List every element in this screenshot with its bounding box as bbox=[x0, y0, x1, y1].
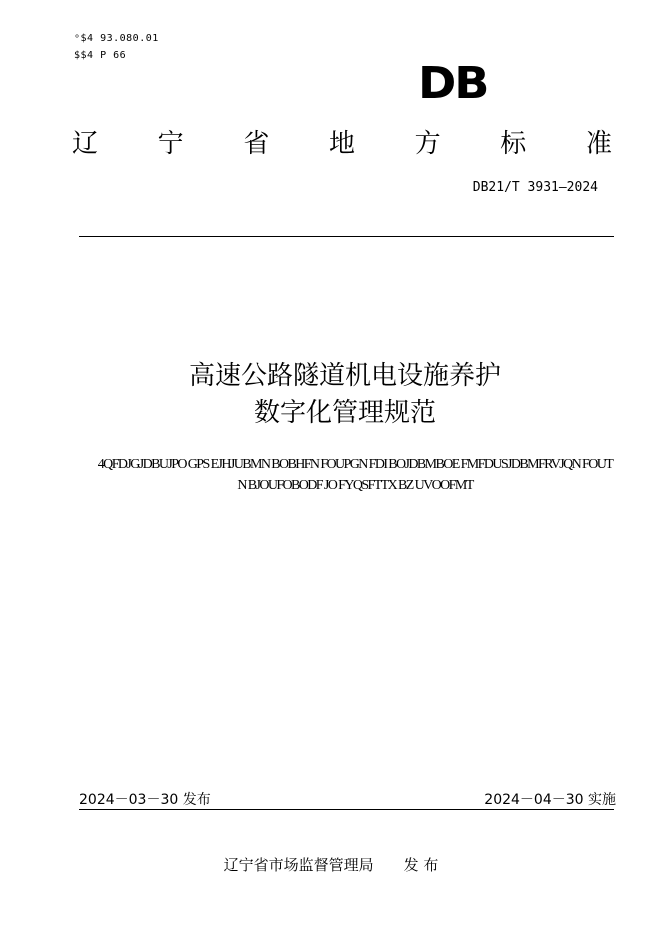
db-logo: DB bbox=[418, 58, 488, 109]
province-standard-title bbox=[72, 126, 612, 162]
ccs-code: $$4 P 66 bbox=[74, 50, 127, 61]
publish-date: 2024－03－30 发布 bbox=[79, 792, 211, 808]
province-title-char: 辽 bbox=[72, 129, 99, 159]
publisher: 辽宁省市场监督管理局 发 布 bbox=[223, 856, 439, 874]
document-title-line2: 数字化管理规范 bbox=[253, 398, 436, 428]
province-title-char: 标 bbox=[500, 129, 527, 159]
province-title-char: 省 bbox=[243, 129, 270, 159]
english-title-line2: N BJOUFOBODF JO FYQSFTTX BZ UVOOFMT bbox=[237, 478, 473, 493]
province-title-char: 地 bbox=[328, 129, 355, 159]
footer-divider bbox=[79, 809, 614, 810]
english-title-line1: 4QFDJGJDBUJPO GPS EJHJUBMN BOBHFN FOUPGN FDI BOJDBMBOE FMFDUSJDBMFRVJQN FOUT bbox=[97, 457, 613, 472]
header-divider bbox=[79, 236, 614, 237]
province-title-char: 准 bbox=[585, 129, 612, 159]
province-title-char: 方 bbox=[414, 129, 441, 159]
standard-number: DB21/T 3931—2024 bbox=[472, 180, 598, 195]
province-title-char: 宁 bbox=[157, 129, 184, 159]
document-title-line1: 高速公路隧道机电设施养护 bbox=[188, 361, 501, 391]
ics-code: ᵒ$4 93.080.01 bbox=[74, 33, 159, 44]
implement-date: 2024－04－30 实施 bbox=[484, 792, 616, 808]
